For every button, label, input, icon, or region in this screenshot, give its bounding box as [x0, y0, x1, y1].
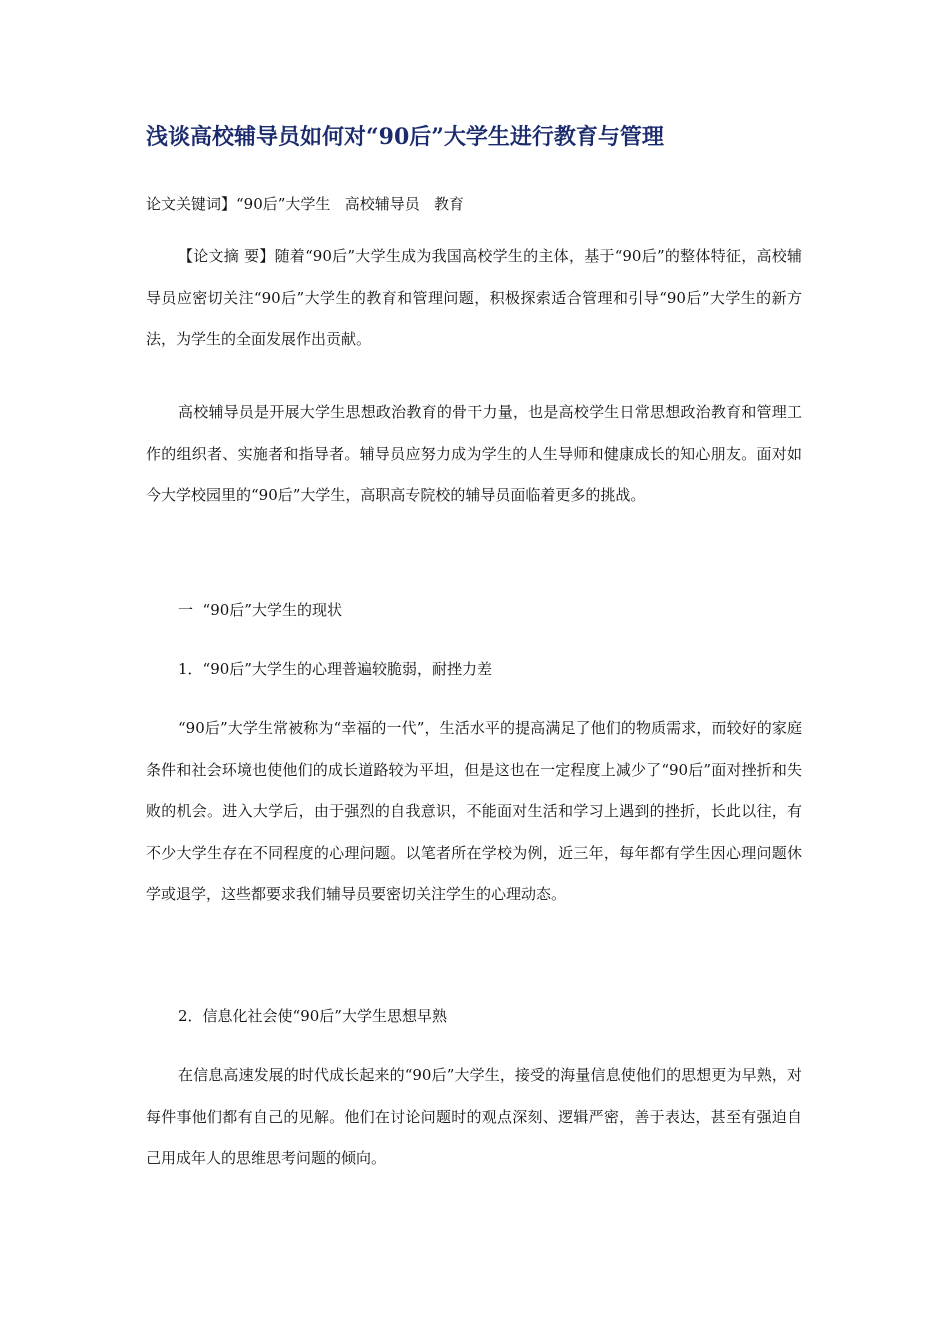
subsection-heading-1: 1．“90后”大学生的心理普遍较脆弱，耐挫力差	[178, 660, 492, 678]
subsection-heading-2: 2．信息化社会使“90后”大学生思想早熟	[178, 1007, 447, 1025]
document-title: 浅谈高校辅导员如何对“90后”大学生进行教育与管理	[146, 124, 664, 150]
intro-paragraph: 高校辅导员是开展大学生思想政治教育的骨干力量，也是高校学生日常思想政治教育和管理工作的组织者、实施者和指导者。辅导员应努力成为学生的人生导师和健康成长的知心朋友。面对如今大学校园里的“90后”大学生，高职高专院校的辅导员面临着更多的挑战。	[146, 403, 802, 504]
subsection-body-1: “90后”大学生常被称为“幸福的一代”，生活水平的提高满足了他们的物质需求，而较好的家庭条件和社会环境也使他们的成长道路较为平坦，但是这也在一定程度上减少了“90后”面对挫折和失败的机会。进入大学后，由于强烈的自我意识，不能面对生活和学习上遇到的挫折，长此以往，有不少大学生存在不同程度的心理问题。以笔者所在学校为例，近三年，每年都有学生因心理问题休学或退学，这些都要求我们辅导员要密切关注学生的心理动态。	[146, 719, 802, 903]
abstract-paragraph: 【论文摘 要】随着“90后”大学生成为我国高校学生的主体，基于“90后”的整体特征，高校辅导员应密切关注“90后”大学生的教育和管理问题，积极探索适合管理和引导“90后”大学生的新方法，为学生的全面发展作出贡献。	[146, 247, 802, 348]
section-heading: 一 “90后”大学生的现状	[178, 601, 342, 619]
subsection-body-2: 在信息高速发展的时代成长起来的“90后”大学生，接受的海量信息使他们的思想更为早熟，对每件事他们都有自己的见解。他们在讨论问题时的观点深刻、逻辑严密，善于表达，甚至有强迫自己用成年人的思维思考问题的倾向。	[146, 1066, 802, 1167]
keywords-line: 论文关键词】“90后”大学生 高校辅导员 教育	[146, 195, 465, 213]
